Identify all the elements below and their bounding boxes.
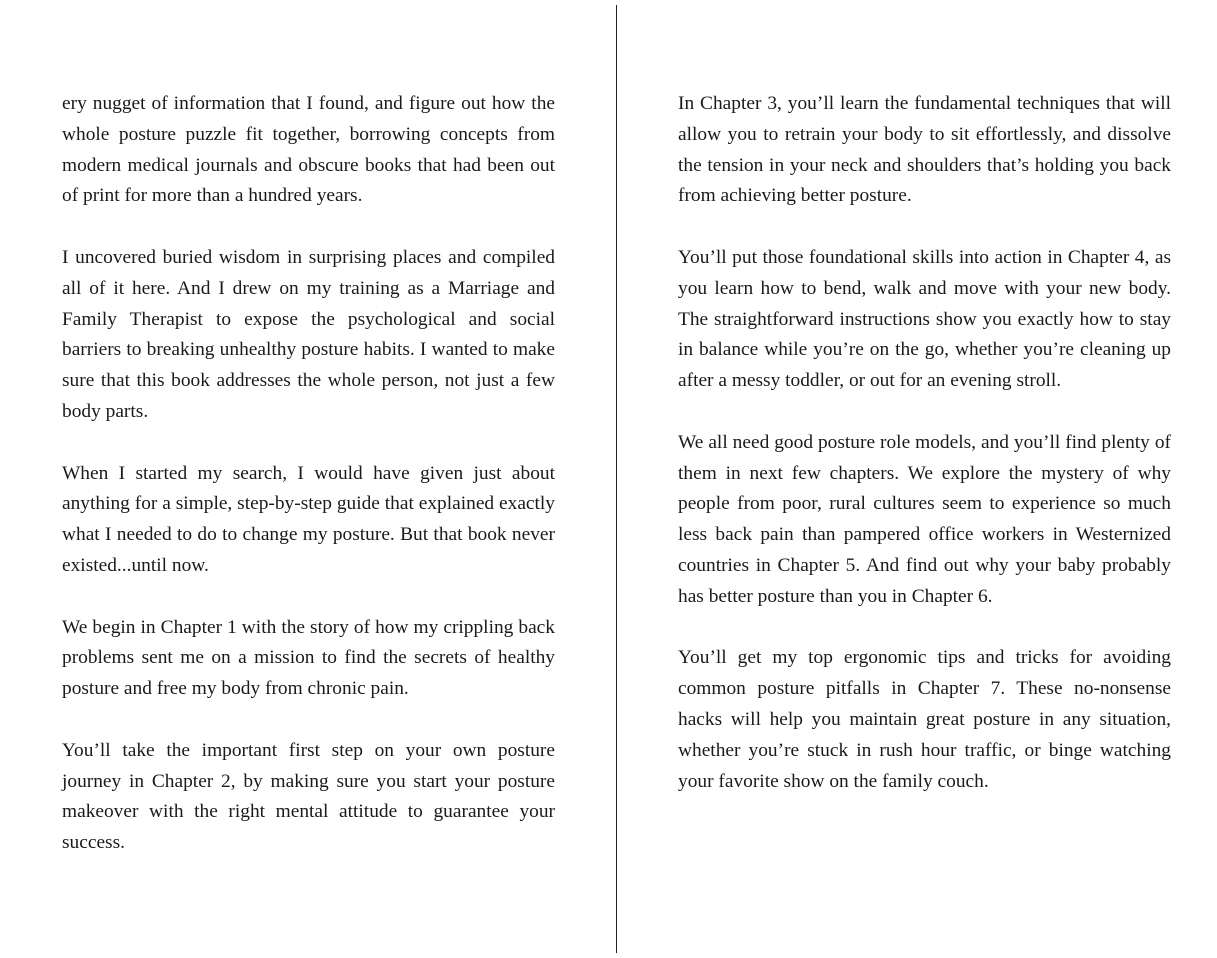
right-page — [678, 89, 1171, 828]
left-paragraph-5: You’ll take the important first step on your own posture journey in Chapter 2, by making sure you start your posture makeover with the right mental attitude to guarantee your success. — [62, 739, 555, 854]
right-paragraph-3: We all need good posture role models, and you’ll find plenty of them in next few chapters. We explore the mystery of why people from poor, rural cultures seem to experience so much less back pain than pampered office workers in Westernized countries in Chapter 5. And find out why your baby probably has better posture than you in Chapter 6. — [678, 431, 1171, 607]
right-paragraph-4: You’ll get my top ergonomic tips and tricks for avoiding common posture pitfalls in Chapter 7. These no-nonsense hacks will help you maintain great posture in any situation, whether you’re stuck in rush hour traffic, or binge watching your favorite show on the family couch. — [678, 647, 1171, 792]
left-paragraph-3: When I started my search, I would have given just about anything for a simple, step-by-step guide that explained exactly what I needed to do to change my posture. But that book never existed...until now. — [62, 462, 555, 576]
left-page — [62, 89, 555, 890]
left-paragraph-4: We begin in Chapter 1 with the story of how my crippling back problems sent me on a mission to find the secrets of healthy posture and free my body from chronic pain. — [62, 616, 555, 700]
left-paragraph-2: I uncovered buried wisdom in surprising places and compiled all of it here. And I drew on my training as a Marriage and Family Therapist to expose the psychological and social barriers to breaking unhealthy posture habits. I wanted to make sure that this book addresses the whole person, not just a few body parts. — [62, 246, 555, 422]
right-paragraph-1: In Chapter 3, you’ll learn the fundamental techniques that will allow you to retrain your body to sit effortlessly, and dissolve the tension in your neck and shoulders that’s holding you back from achieving better posture. — [678, 93, 1171, 207]
left-paragraph-1: ery nugget of information that I found, and figure out how the whole posture puzzle fit together, borrowing concepts from modern medical journals and obscure books that had been out of print for more than a hundred years. — [62, 93, 555, 207]
right-paragraph-2: You’ll put those foundational skills into action in Chapter 4, as you learn how to bend, walk and move with your new body. The straightforward instructions show you exactly how to stay in balance while you’re on the go, whether you’re cleaning up after a messy toddler, or out for an evening stroll. — [678, 246, 1171, 392]
gutter-divider — [616, 5, 617, 953]
